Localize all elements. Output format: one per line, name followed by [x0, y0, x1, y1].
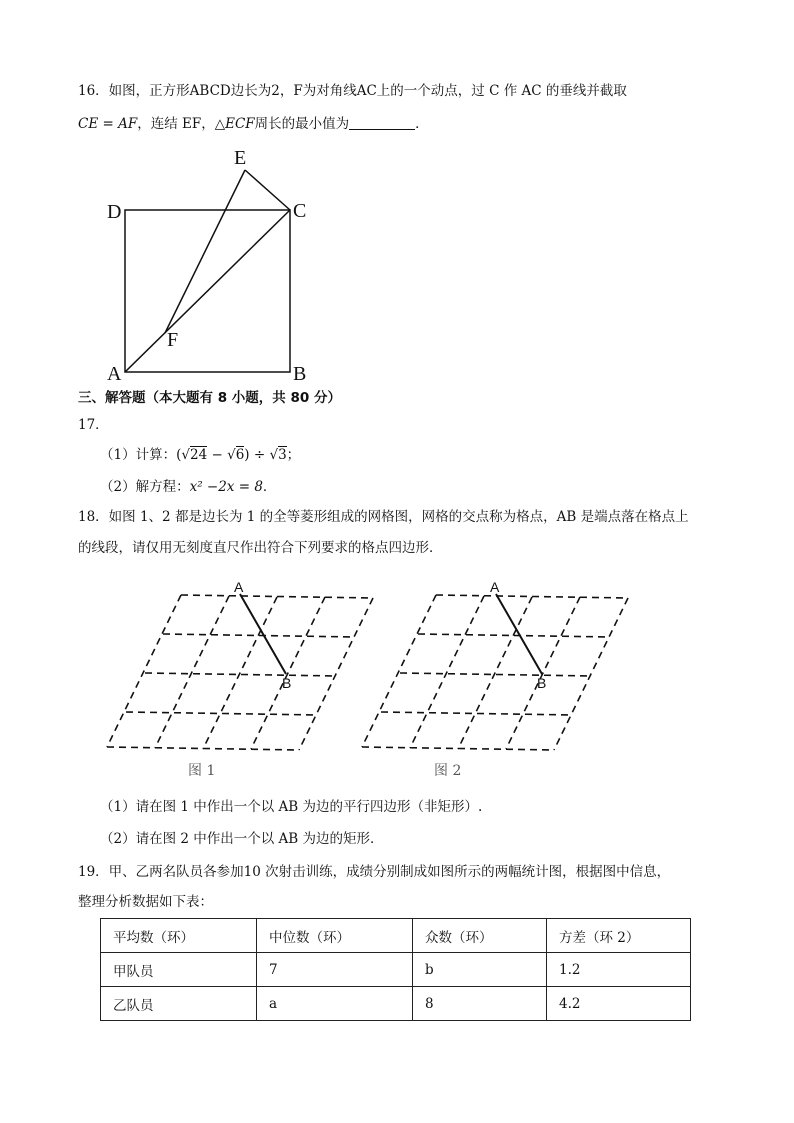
q17-radicand-24: 24	[189, 447, 208, 463]
header-median: 中位数（环）	[257, 919, 413, 953]
table-cell: a	[257, 987, 413, 1021]
label-c: C	[293, 200, 307, 222]
table-cell: 4.2	[547, 987, 691, 1021]
label-d: D	[107, 201, 122, 223]
q17-open-paren: (	[176, 447, 182, 463]
table-row	[101, 953, 691, 987]
header-variance: 方差（环 2）	[547, 919, 691, 953]
label-f: F	[167, 329, 179, 351]
q16-line2-tail: 周长的最小值为	[254, 116, 350, 132]
section3-title: 三、解答题（本大题有 8 小题，共 80 分）	[78, 390, 341, 406]
table-cell: 8	[413, 987, 547, 1021]
q17-radicand-3: 3	[278, 447, 287, 463]
grid-1-label-b: B	[282, 675, 292, 691]
header-mode: 众数（环）	[413, 919, 547, 953]
table-cell: 乙队员	[101, 987, 257, 1021]
q16-answer-blank	[349, 115, 415, 130]
diagonal-ac	[125, 210, 290, 372]
q16-math-ecf: ECF	[225, 116, 255, 132]
grid-1-label-a: A	[234, 579, 244, 595]
table-cell: 1.2	[547, 953, 691, 987]
q18-line1: 18．如图 1、2 都是边长为 1 的全等菱形组成的网格图，网格的交点称为格点，AB 是端点落在格点上	[78, 509, 689, 525]
table-row	[101, 987, 691, 1021]
header-mean: 平均数（环）	[101, 919, 257, 953]
q17-radicand-6: 6	[235, 447, 245, 463]
table-cell: b	[413, 953, 547, 987]
q16-line1: 16．如图，正方形ABCD边长为2，F为对角线AC上的一个动点，过 C 作 AC 的垂线并截取	[78, 83, 627, 99]
q19-data-table	[100, 918, 691, 1021]
q19-line2: 整理分析数据如下表：	[78, 894, 213, 910]
table-cell: 甲队员	[101, 953, 257, 987]
q16-line2-end: ．	[415, 116, 429, 132]
q17-part1-end: ；	[286, 447, 301, 463]
q17-part1: （1）计算：(√24 − √6) ÷ √3；	[100, 447, 301, 463]
q17-equation: x² −2x = 8	[189, 479, 263, 495]
q17-div: ) ÷	[244, 447, 266, 463]
segment-ef	[165, 170, 245, 333]
q17-part2-label: （2）解方程：	[100, 479, 190, 495]
q18-part1: （1）请在图 1 中作出一个以 AB 为边的平行四边形（非矩形）.	[100, 799, 483, 815]
q17-part2	[100, 477, 276, 497]
label-e: E	[234, 147, 247, 169]
grid-2-caption: 图 2	[434, 763, 462, 779]
q19-line1: 19．甲、乙两名队员各参加10 次射击训练，成绩分别制成如图所示的两幅统计图，根据图中信息，	[78, 864, 671, 880]
label-a: A	[107, 363, 122, 385]
grid-2-lines	[362, 595, 628, 750]
q16-math-ce-af: CE = AF	[78, 116, 138, 132]
label-b: B	[293, 363, 307, 385]
table-cell: 7	[257, 953, 413, 987]
grid-2-label-a: A	[490, 579, 500, 595]
q16-line2-text: ，连结 EF，△	[137, 116, 226, 132]
q16-square-figure	[100, 140, 340, 385]
grid-1-caption: 图 1	[188, 763, 216, 779]
grid-2-label-b: B	[537, 675, 547, 691]
q18-line2: 的线段，请仅用无刻度直尺作出符合下列要求的格点四边形．	[78, 540, 443, 556]
q17-number: 17．	[78, 417, 109, 433]
grid-2-segment-ab	[496, 594, 542, 674]
q17-part1-label: （1）计算：	[100, 447, 177, 463]
q17-part2-end: ．	[262, 479, 277, 495]
q17-minus: −	[211, 447, 223, 463]
q18-grid-figure-2	[0, 560, 794, 790]
q16-line2	[78, 114, 429, 134]
segment-ce	[245, 170, 290, 210]
table-header-row	[101, 919, 691, 953]
q18-part2: （2）请在图 2 中作出一个以 AB 为边的矩形．	[100, 831, 384, 847]
